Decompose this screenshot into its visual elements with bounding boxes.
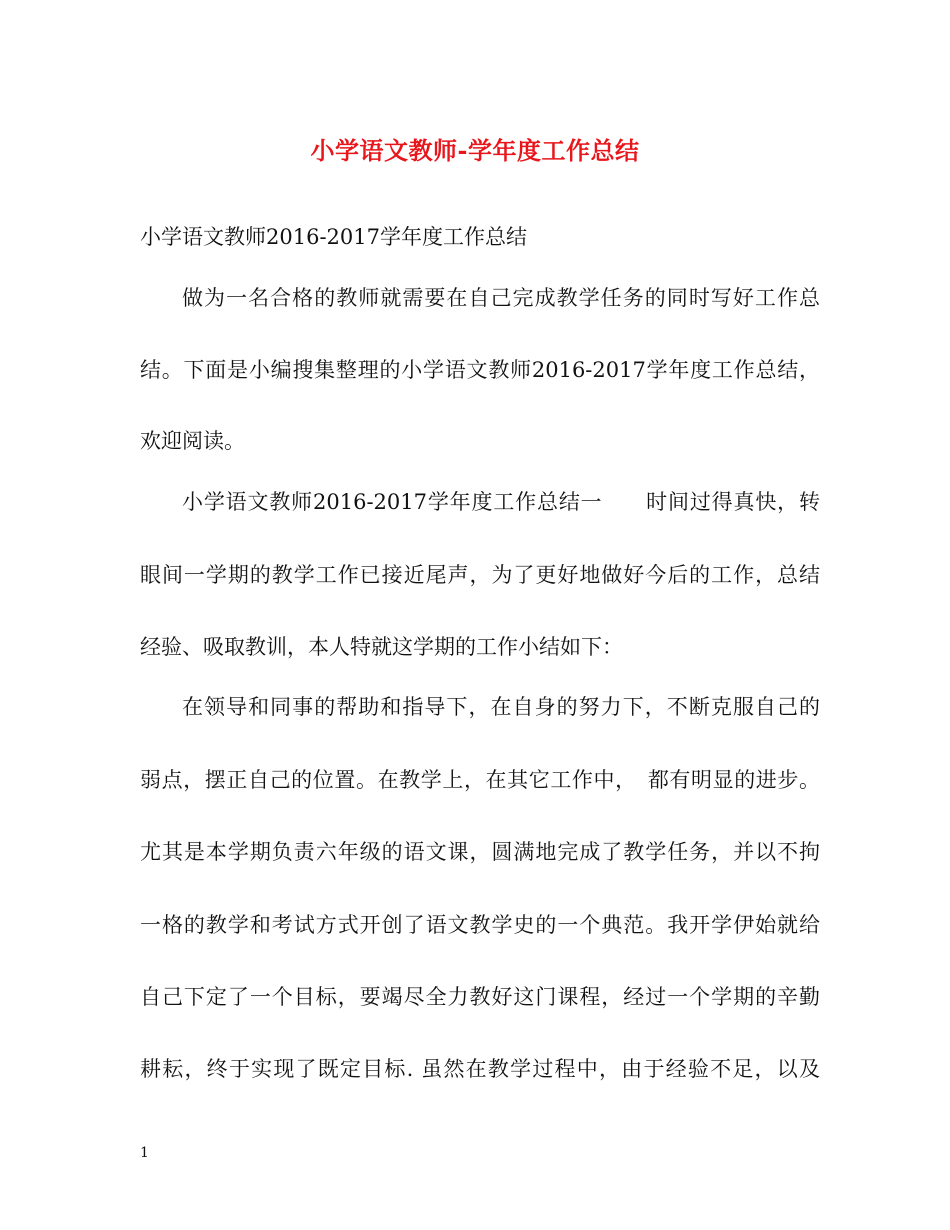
paragraph-line: 在领导和同事的帮助和指导下，在自身的努力下，不断克服自己的	[182, 695, 820, 719]
paragraph-line: 自己下定了一个目标，要竭尽全力教好这门课程，经过一个学期的辛勤	[140, 985, 820, 1009]
paragraph-line: 眼间一学期的教学工作已接近尾声，为了更好地做好今后的工作，总结	[140, 563, 820, 587]
paragraph-line: 经验、吸取教训，本人特就这学期的工作小结如下：	[140, 635, 623, 659]
paragraph-line: 小学语文教师2016-2017学年度工作总结一 时间过得真快，转	[182, 490, 820, 514]
paragraph-line: 结。下面是小编搜集整理的小学语文教师2016-2017学年度工作总结，	[140, 358, 820, 382]
paragraph-line: 耕耘，终于实现了既定目标. 虽然在教学过程中，由于经验不足，以及	[140, 1057, 820, 1081]
paragraph-line: 尤其是本学期负责六年级的语文课，圆满地完成了教学任务，并以不拘	[140, 840, 820, 864]
paragraph-line: 做为一名合格的教师就需要在自己完成教学任务的同时写好工作总	[182, 286, 820, 310]
paragraph-line: 欢迎阅读。	[140, 429, 245, 453]
document-subtitle: 小学语文教师2016-2017学年度工作总结	[140, 225, 527, 249]
document-title: 小学语文教师-学年度工作总结	[310, 136, 640, 165]
paragraph-line: 一格的教学和考试方式开创了语文教学史的一个典范。我开学伊始就给	[140, 913, 820, 937]
page-number: 1	[140, 1145, 149, 1161]
paragraph-line: 弱点，摆正自己的位置。在教学上，在其它工作中， 都有明显的进步。	[140, 768, 820, 792]
